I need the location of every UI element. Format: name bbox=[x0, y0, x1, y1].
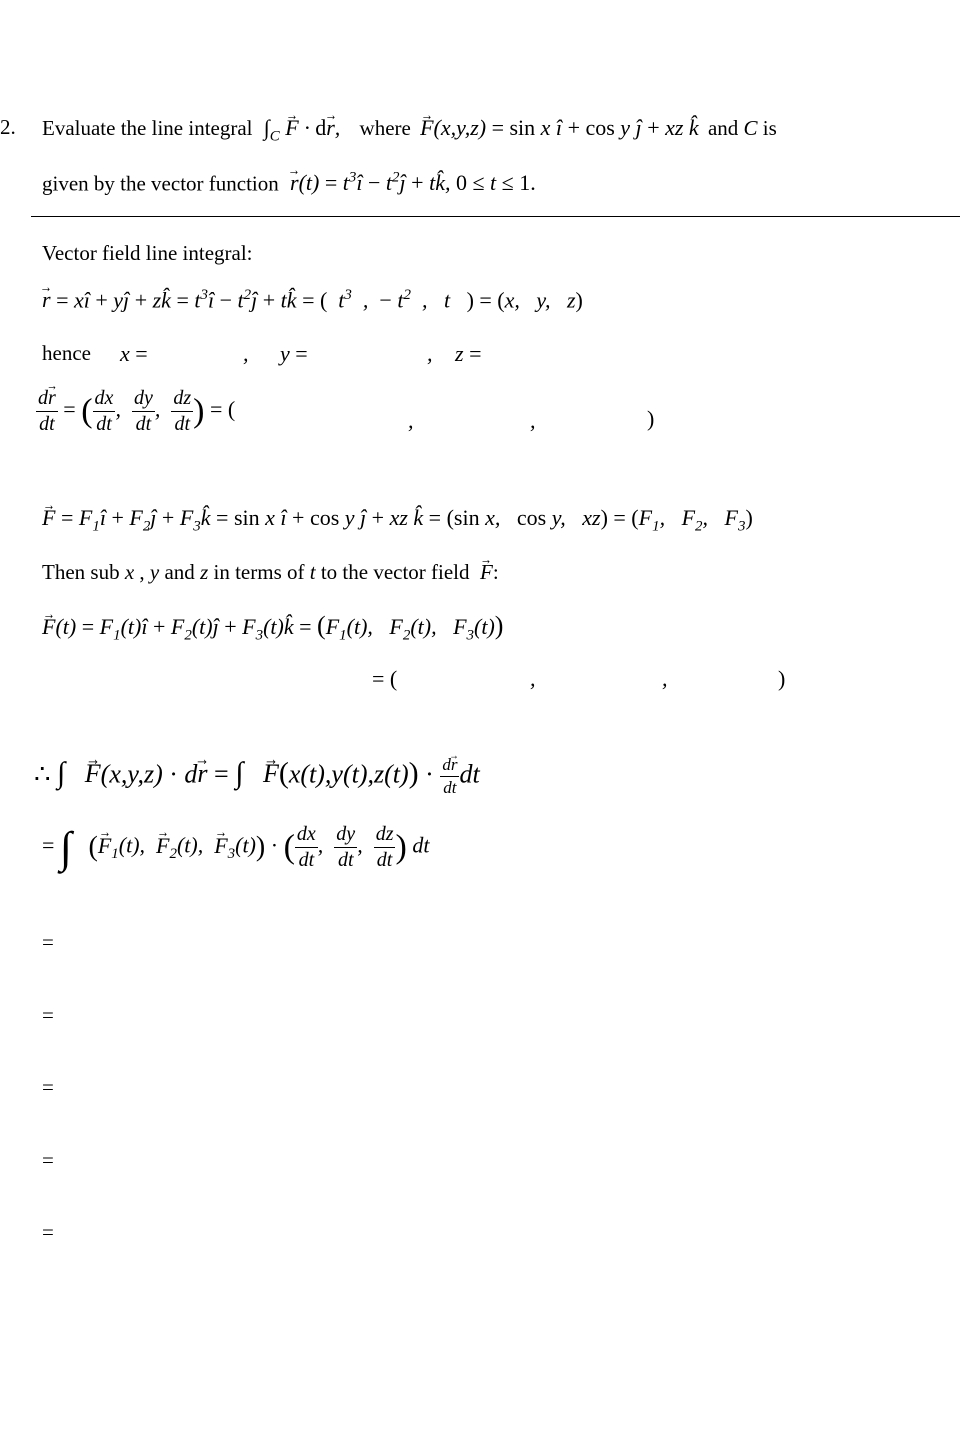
r-definition-line: → r = xî + yĵ + zk̂ = $t^3î$ − $t^2ĵ$ + tk̂ = ( $t^3$ , − $t^2$ , t ) = (x, y, z) bbox=[42, 287, 583, 313]
therefore-integral-line: ∴ ∫ → F(x,y,z) · d→ r = ∫ → F(x(t),y(t),z(t)) · $\frac{d\to r}{dt}$ dt bbox=[34, 756, 480, 797]
dr-dt-comma-2: , bbox=[530, 408, 536, 433]
hence-z-blank: z = bbox=[455, 341, 482, 366]
equals-mark: = bbox=[42, 1220, 54, 1244]
equals-mark: = bbox=[42, 930, 54, 954]
question-line-2 bbox=[42, 170, 536, 196]
question-vector-function-math: → $r(t) = t^3î$ − $t^2ĵ$ + tk̂, 0 ≤ t ≤ 1. bbox=[290, 170, 536, 195]
dr-dt-comma-1: , bbox=[408, 408, 414, 433]
dr-dt-line: $\frac{d\to r}{dt}$ = ( $\frac{dx}{dt}$ , $\frac{dy}{dt}$ , $\frac{dz}{dt}$ ) = ( bbox=[36, 388, 235, 435]
question-line2-text: given by the vector function bbox=[42, 171, 279, 196]
hence-x-blank: x = bbox=[120, 341, 148, 366]
F-of-t-comma-2: , bbox=[662, 666, 668, 691]
question-text-a: Evaluate the line integral bbox=[42, 116, 253, 140]
hence-y-blank: y = bbox=[280, 341, 308, 366]
question-field-math: → F(x,y,z) = sin x î + cos y ĵ + xz k̂ bbox=[420, 115, 699, 140]
hence-comma-2: , bbox=[427, 341, 433, 366]
dr-dt-close-paren: ) bbox=[647, 406, 655, 431]
equals-mark: = bbox=[42, 1148, 54, 1172]
question-integral-math: $\int_C \to F \cdot d\to r$, bbox=[264, 115, 341, 140]
F-of-t-comma-1: , bbox=[530, 666, 536, 691]
hence-comma-1: , bbox=[243, 341, 249, 366]
F-components-line: → $F = F_1î$ + $F_2ĵ$ + $F_3k̂ = \sin x$ î + cos y ĵ + xz k̂ = (sin x, cos y, $xz) = (F_1$, $F_2$, $F_3$) bbox=[42, 505, 753, 535]
question-text-c: and C is bbox=[707, 116, 777, 140]
equals-mark: = bbox=[42, 1003, 54, 1027]
hence-label: hence bbox=[42, 341, 91, 365]
equals-mark: = bbox=[42, 1075, 54, 1099]
solution-heading: Vector field line integral: bbox=[42, 241, 253, 265]
divider-line bbox=[31, 216, 960, 217]
F-of-t-blank-line: = ( bbox=[372, 666, 398, 691]
question-text-b: where bbox=[359, 116, 411, 140]
dot-product-line: = ∫ (→ $F_1(t)$, → $F_2(t)$, → $F_3(t)$) · ( $\frac{dx}{dt}$ , $\frac{dy}{dt}$ , $\frac{dz}{dt}$ ) dt bbox=[42, 822, 429, 873]
question-number: 2. bbox=[0, 115, 16, 139]
question-line-1 bbox=[42, 115, 777, 145]
F-of-t-close-paren: ) bbox=[778, 666, 786, 691]
substitution-instruction: Then sub x , y and z in terms of t to the vector field → F: bbox=[42, 560, 499, 585]
F-of-t-line: → $F(t) = F_1(t)î$ + $F_2(t)ĵ$ + $F_3(t)k̂ = (F_1(t)$, $F_2(t)$, $F_3(t)$) bbox=[42, 611, 503, 644]
